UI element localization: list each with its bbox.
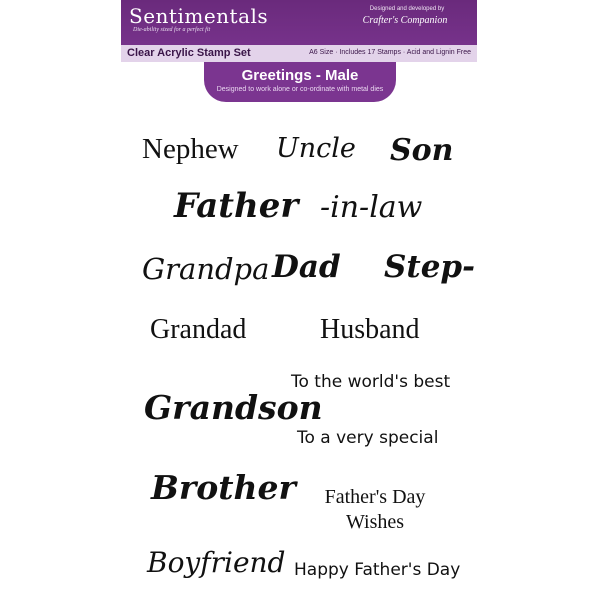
stamp-boyfriend: Boyfriend [147,546,286,579]
stamp-fathers-day-line2: Wishes [345,511,405,533]
stamp-step: Step- [384,249,475,285]
product-specs: A6 Size · Includes 17 Stamps · Acid and Lignin Free [309,49,471,56]
product-strip [121,45,477,62]
set-subtitle: Designed to work alone or co-ordinate with metal dies [216,86,384,93]
title-tab [204,62,396,102]
company-logo: Crafter's Companion [362,15,448,26]
stamp-grandson: Grandson [144,388,323,427]
stamp-grandpa: Grandpa [142,252,270,286]
stamp-fathers-day-line1: Father's Day [324,486,426,508]
stamp-grandad: Grandad [150,314,247,345]
stamp-son: Son [390,133,454,168]
product-name: Clear Acrylic Stamp Set [127,47,251,59]
stamp-uncle: Uncle [276,133,356,164]
stamp-in-law: -in-law [320,190,423,225]
designed-by-text: Designed and developed by [369,6,445,12]
stamp-nephew: Nephew [142,133,239,165]
stamp-father: Father [174,186,299,226]
stamp-dad: Dad [272,249,341,285]
brand-logo: Sentimentals [129,4,269,28]
stamp-very-special: To a very special [297,428,439,448]
stamp-husband: Husband [320,314,420,345]
brand-tagline: Die-ability sized for a perfect fit [133,27,211,33]
stamp-worlds-best: To the world's best [291,372,451,392]
set-title: Greetings - Male [241,67,359,84]
stamp-brother: Brother [151,468,296,507]
stamp-happy-fathers-day: Happy Father's Day [294,560,461,580]
